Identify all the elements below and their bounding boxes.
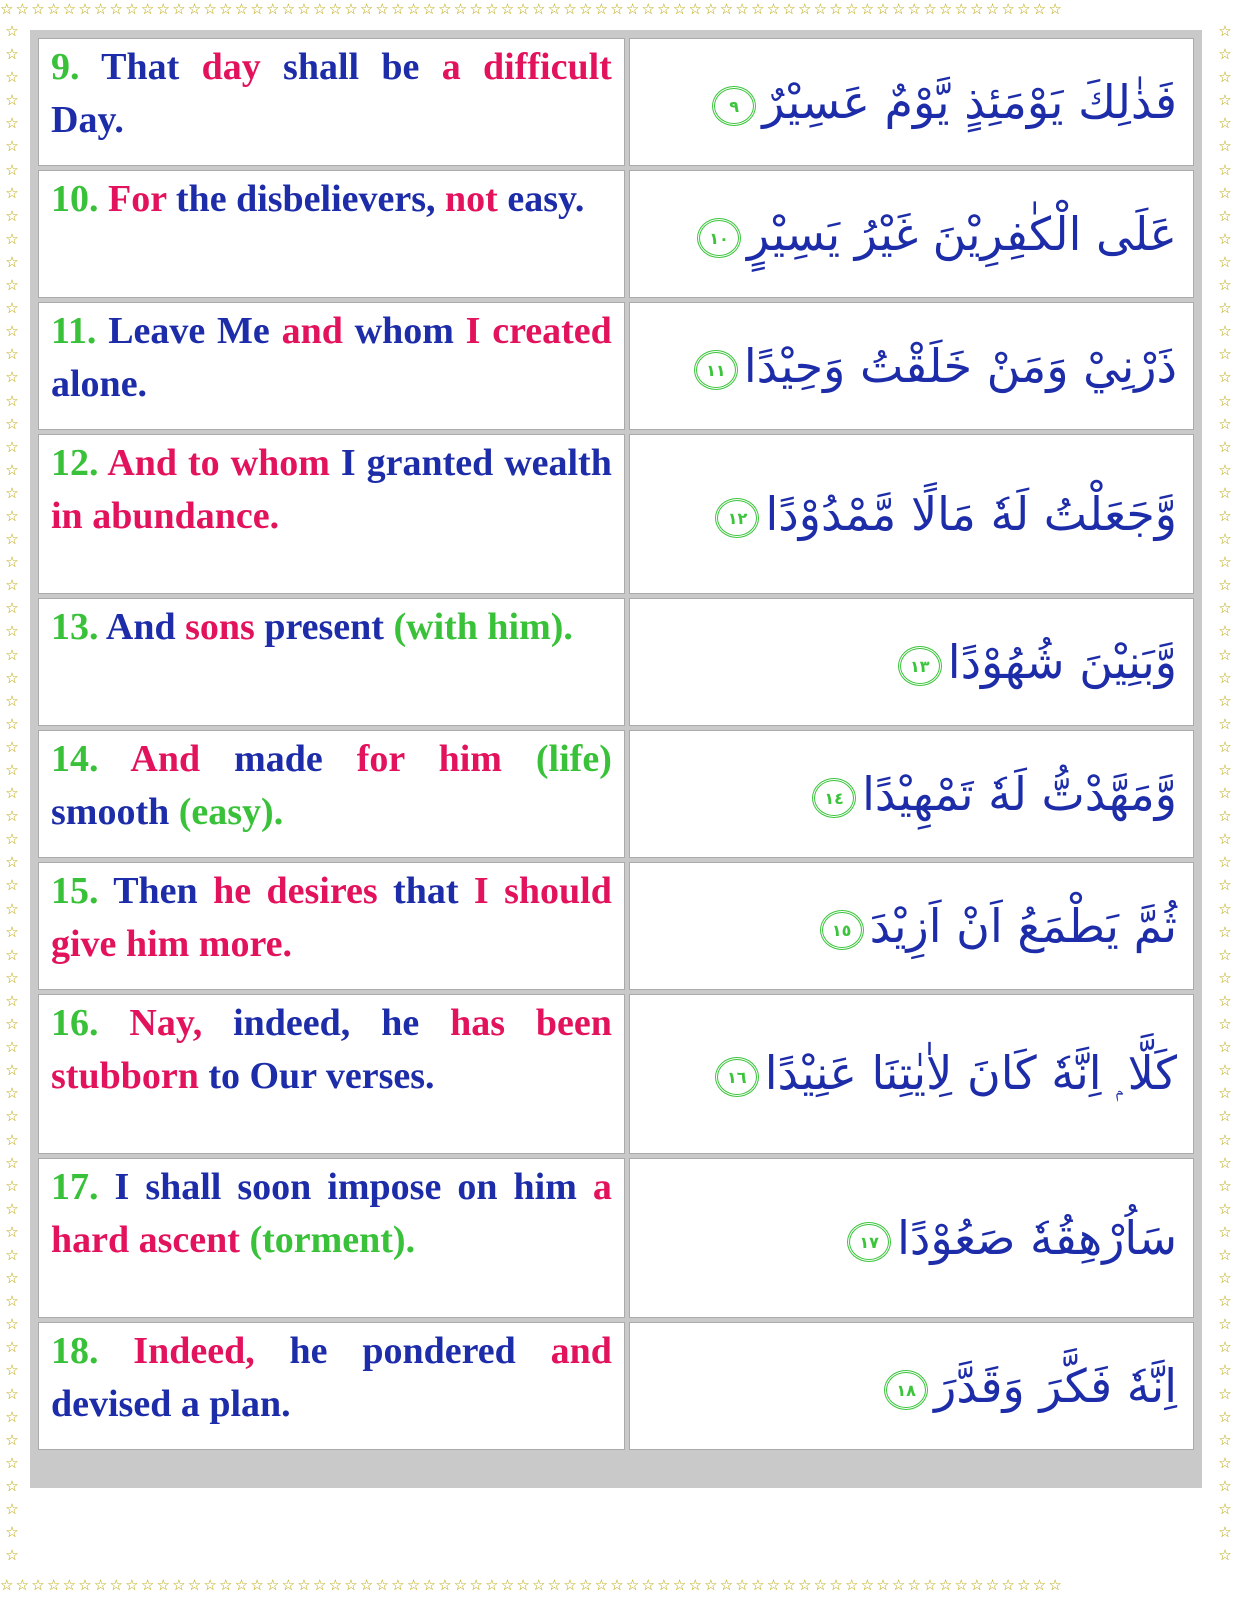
star-icon: ☆ [1218, 1361, 1232, 1380]
translation-word: Indeed, [133, 1330, 255, 1372]
star-icon: ☆ [5, 668, 19, 687]
star-icon: ☆ [1218, 1199, 1232, 1218]
star-icon: ☆ [1218, 1038, 1232, 1057]
translation-word: a [441, 46, 461, 88]
translation-word: I [340, 442, 356, 484]
star-icon: ☆ [1218, 784, 1232, 803]
star-icon: ☆ [1218, 1107, 1232, 1126]
translation-word: (life) [535, 738, 612, 780]
translation-word: give [51, 922, 117, 965]
star-icon: ☆ [5, 1453, 19, 1472]
star-icon: ☆ [5, 1523, 19, 1542]
translation-word: indeed, [233, 1002, 351, 1044]
english-translation [38, 994, 625, 1154]
star-icon: ☆ [5, 1384, 19, 1403]
translation-word: him [438, 738, 502, 780]
translation-word: pondered [362, 1330, 516, 1372]
star-icon: ☆ [1218, 1015, 1232, 1034]
star-icon: ☆ [1218, 229, 1232, 248]
translation-word: a [180, 1382, 200, 1425]
translation-word: abundance. [92, 494, 280, 537]
star-icon: ☆ [5, 553, 19, 572]
translation-word: not [445, 178, 498, 220]
star-icon: ☆ [5, 160, 19, 179]
arabic-verse [629, 862, 1194, 990]
star-icon: ☆ [1218, 252, 1232, 271]
translation-word: That [101, 46, 180, 88]
arabic-verse [629, 598, 1194, 726]
arabic-verse [629, 994, 1194, 1154]
translation-word: ascent [138, 1218, 240, 1261]
english-translation [38, 434, 625, 594]
star-icon: ☆ [1218, 1153, 1232, 1172]
translation-word: For [108, 178, 167, 220]
translation-word: created [492, 310, 612, 352]
translation-word: the [175, 178, 227, 220]
translation-word: Day. [51, 98, 124, 141]
ayah-number-icon: ١٢ [715, 498, 759, 538]
star-icon: ☆ [1218, 922, 1232, 941]
star-icon: ☆ [5, 345, 19, 364]
english-translation [38, 730, 625, 858]
star-icon: ☆ [1218, 1292, 1232, 1311]
star-icon: ☆ [5, 599, 19, 618]
star-icon: ☆ [1218, 991, 1232, 1010]
translation-word: I [473, 870, 489, 912]
star-icon: ☆ [5, 1269, 19, 1288]
english-translation [38, 302, 625, 430]
translation-word: shall [145, 1166, 222, 1208]
ayah-number-icon: ١٤ [812, 778, 856, 818]
star-icon: ☆ [5, 737, 19, 756]
translation-word: stubborn [51, 1054, 199, 1097]
translation-word: soon [237, 1166, 312, 1208]
star-icon: ☆ [5, 299, 19, 318]
translation-word: made [234, 738, 323, 780]
translation-word: whom [230, 442, 330, 484]
star-icon: ☆ [5, 114, 19, 133]
translation-word: to [208, 1054, 240, 1097]
star-icon: ☆ [1218, 968, 1232, 987]
translation-word: And [105, 606, 176, 648]
star-icon: ☆ [1218, 1176, 1232, 1195]
ayah-number-icon: ١٣ [898, 646, 942, 686]
star-icon: ☆ [5, 1500, 19, 1518]
star-icon: ☆ [5, 45, 19, 64]
translation-word: sons [185, 606, 255, 648]
verse-number: 18. [51, 1330, 99, 1372]
star-icon: ☆ [5, 1061, 19, 1080]
star-icon: ☆ [5, 876, 19, 895]
star-icon: ☆ [5, 1153, 19, 1172]
star-icon: ☆ [5, 1130, 19, 1149]
star-border-left [2, 20, 22, 1578]
star-icon: ☆ [5, 1338, 19, 1357]
star-icon: ☆ [1218, 322, 1232, 341]
star-icon: ☆ [1218, 853, 1232, 872]
star-icon: ☆ [1218, 1384, 1232, 1403]
star-icon: ☆ [5, 1292, 19, 1311]
arabic-text: وَّجَعَلْتُ لَهٗ مَالًا مَّمْدُوْدًا [765, 487, 1177, 541]
arabic-verse [629, 1322, 1194, 1450]
translation-word: (with [393, 606, 478, 648]
translation-table [30, 30, 1202, 1488]
verse-row [38, 1158, 1194, 1318]
translation-word: to [188, 442, 220, 484]
star-icon: ☆ [5, 206, 19, 225]
translation-word: and [550, 1330, 612, 1372]
translation-word: (easy). [178, 790, 284, 833]
arabic-verse [629, 170, 1194, 298]
translation-word: a [592, 1166, 612, 1208]
arabic-verse [629, 1158, 1194, 1318]
translation-word: and [281, 310, 343, 352]
translation-word: Me [217, 310, 270, 352]
translation-word: day [201, 46, 261, 88]
star-icon: ☆ [5, 1107, 19, 1126]
star-icon: ☆ [5, 322, 19, 341]
translation-word: him [125, 922, 190, 965]
star-icon: ☆ [1218, 114, 1232, 133]
translation-word: he [213, 870, 252, 912]
star-icon: ☆ [1218, 1453, 1232, 1472]
english-translation [38, 170, 625, 298]
arabic-text: اِنَّهٗ فَكَّرَ وَقَدَّرَ [934, 1359, 1177, 1413]
star-icon: ☆ [5, 1476, 19, 1495]
star-icon: ☆ [5, 368, 19, 387]
star-icon: ☆ [5, 714, 19, 733]
translation-word: him). [487, 606, 573, 648]
arabic-text: وَّمَهَّدْتُّ لَهٗ تَمْهِيْدًا [862, 767, 1177, 821]
translation-word: I [465, 310, 481, 352]
star-icon: ☆ [1218, 691, 1232, 710]
star-icon: ☆ [1218, 368, 1232, 387]
star-border-top: ☆☆☆☆☆☆☆☆☆☆☆☆☆☆☆☆☆☆☆☆☆☆☆☆☆☆☆☆☆☆☆☆☆☆☆☆☆☆☆☆☆☆☆☆☆☆☆☆☆☆☆☆☆☆☆☆☆☆☆☆☆☆☆☆☆☆☆☆ [0, 2, 1065, 18]
verse-number: 17. [51, 1166, 99, 1208]
star-border-bottom: ☆☆☆☆☆☆☆☆☆☆☆☆☆☆☆☆☆☆☆☆☆☆☆☆☆☆☆☆☆☆☆☆☆☆☆☆☆☆☆☆☆☆☆☆☆☆☆☆☆☆☆☆☆☆☆☆☆☆☆☆☆☆☆☆☆☆☆☆ [0, 1578, 1065, 1594]
translation-word: disbelievers, [236, 178, 436, 220]
star-icon: ☆ [1218, 206, 1232, 225]
star-icon: ☆ [5, 761, 19, 779]
star-icon: ☆ [1218, 668, 1232, 687]
star-icon: ☆ [1218, 1130, 1232, 1149]
star-icon: ☆ [5, 1407, 19, 1426]
star-icon: ☆ [5, 1015, 19, 1034]
verse-row [38, 598, 1194, 726]
star-icon: ☆ [5, 622, 19, 641]
star-icon: ☆ [1218, 345, 1232, 364]
translation-word: (torment). [249, 1218, 416, 1261]
translation-word: present [264, 606, 384, 648]
star-icon: ☆ [1218, 530, 1232, 549]
star-icon: ☆ [1218, 599, 1232, 618]
translation-word: Nay, [129, 1002, 203, 1044]
star-icon: ☆ [1218, 645, 1232, 664]
translation-word: on [457, 1166, 498, 1208]
ayah-number-icon: ١٥ [820, 910, 864, 950]
verse-number: 12. [51, 442, 99, 484]
star-icon: ☆ [5, 229, 19, 248]
star-icon: ☆ [1218, 68, 1232, 87]
arabic-text: كَلَّا ۭ اِنَّهٗ كَانَ لِاٰيٰتِنَا عَنِيْدًا [764, 1046, 1177, 1100]
star-icon: ☆ [5, 1222, 19, 1241]
translation-word: whom [354, 310, 454, 352]
star-icon: ☆ [1218, 483, 1232, 502]
translation-word: devised [51, 1382, 172, 1425]
star-icon: ☆ [5, 68, 19, 87]
arabic-text: فَذٰلِكَ يَوْمَئِذٍ يَّوْمٌ عَسِيْرٌ [762, 75, 1177, 129]
star-icon: ☆ [5, 1176, 19, 1195]
star-icon: ☆ [5, 183, 19, 202]
verse-row [38, 170, 1194, 298]
star-icon: ☆ [5, 91, 19, 110]
arabic-verse [629, 434, 1194, 594]
star-icon: ☆ [5, 137, 19, 156]
verse-row [38, 862, 1194, 990]
arabic-text: ثُمَّ يَطْمَعُ اَنْ اَزِيْدَ [869, 899, 1177, 953]
star-icon: ☆ [1218, 714, 1232, 733]
star-icon: ☆ [1218, 22, 1232, 40]
star-icon: ☆ [5, 645, 19, 664]
verse-number: 10. [51, 178, 99, 220]
translation-word: I [114, 1166, 130, 1208]
star-icon: ☆ [1218, 391, 1232, 410]
translation-word: smooth [51, 790, 170, 833]
star-icon: ☆ [1218, 183, 1232, 202]
star-icon: ☆ [5, 968, 19, 987]
translation-word: impose [327, 1166, 442, 1208]
star-icon: ☆ [1218, 91, 1232, 110]
arabic-verse [629, 730, 1194, 858]
star-icon: ☆ [1218, 460, 1232, 479]
translation-word: hard [51, 1218, 130, 1261]
star-icon: ☆ [1218, 437, 1232, 456]
ayah-number-icon: ١٦ [715, 1057, 759, 1097]
table-body [38, 38, 1194, 1450]
star-icon: ☆ [1218, 1430, 1232, 1449]
verse-number: 14. [51, 738, 99, 780]
star-icon: ☆ [1218, 414, 1232, 433]
star-icon: ☆ [5, 784, 19, 803]
star-icon: ☆ [5, 483, 19, 502]
star-icon: ☆ [1218, 622, 1232, 641]
translation-word: And [130, 738, 201, 780]
verse-row [38, 994, 1194, 1154]
star-icon: ☆ [1218, 807, 1232, 826]
english-translation [38, 38, 625, 166]
star-icon: ☆ [5, 506, 19, 525]
star-icon: ☆ [1218, 737, 1232, 756]
star-icon: ☆ [1218, 553, 1232, 572]
arabic-verse [629, 302, 1194, 430]
verse-row [38, 434, 1194, 594]
star-icon: ☆ [5, 530, 19, 549]
star-icon: ☆ [5, 945, 19, 964]
star-icon: ☆ [5, 1361, 19, 1380]
translation-word: be [381, 46, 420, 88]
star-icon: ☆ [1218, 1245, 1232, 1264]
star-icon: ☆ [5, 1315, 19, 1334]
star-icon: ☆ [5, 830, 19, 849]
ayah-number-icon: ١٨ [884, 1370, 928, 1410]
arabic-text: وَّبَنِيْنَ شُهُوْدًا [947, 635, 1177, 689]
star-icon: ☆ [5, 1084, 19, 1103]
star-icon: ☆ [1218, 506, 1232, 525]
star-icon: ☆ [5, 252, 19, 271]
star-border-right [1215, 20, 1235, 1578]
verse-row [38, 730, 1194, 858]
star-icon: ☆ [5, 1038, 19, 1057]
star-icon: ☆ [1218, 1315, 1232, 1334]
english-translation [38, 1322, 625, 1450]
translation-word: verses. [325, 1054, 435, 1097]
star-icon: ☆ [5, 1430, 19, 1449]
star-icon: ☆ [5, 576, 19, 595]
verse-number: 9. [51, 46, 80, 88]
translation-word: wealth [504, 442, 612, 484]
arabic-text: ذَرْنِيْ وَمَنْ خَلَقْتُ وَحِيْدًا [743, 339, 1177, 393]
english-translation [38, 862, 625, 990]
star-icon: ☆ [5, 991, 19, 1010]
star-icon: ☆ [5, 437, 19, 456]
star-icon: ☆ [5, 22, 19, 40]
translation-word: he [381, 1002, 420, 1044]
star-icon: ☆ [5, 807, 19, 826]
star-icon: ☆ [1218, 876, 1232, 895]
star-icon: ☆ [1218, 1061, 1232, 1080]
star-icon: ☆ [5, 1546, 19, 1565]
star-icon: ☆ [5, 276, 19, 295]
translation-word: he [289, 1330, 328, 1372]
ayah-number-icon: ١١ [694, 350, 738, 390]
star-icon: ☆ [5, 1245, 19, 1264]
translation-word: difficult [483, 46, 612, 88]
star-icon: ☆ [1218, 160, 1232, 179]
translation-word: desires [266, 870, 378, 912]
star-icon: ☆ [1218, 45, 1232, 64]
star-icon: ☆ [1218, 1523, 1232, 1542]
verse-number: 11. [51, 310, 97, 352]
star-icon: ☆ [1218, 1500, 1232, 1518]
star-icon: ☆ [1218, 945, 1232, 964]
translation-word: that [393, 870, 459, 912]
verse-row [38, 38, 1194, 166]
english-translation [38, 1158, 625, 1318]
arabic-verse [629, 38, 1194, 166]
star-icon: ☆ [1218, 1084, 1232, 1103]
star-icon: ☆ [1218, 1222, 1232, 1241]
star-icon: ☆ [5, 460, 19, 479]
translation-word: granted [366, 442, 494, 484]
star-icon: ☆ [5, 691, 19, 710]
verse-row [38, 1322, 1194, 1450]
translation-word: easy. [507, 178, 585, 220]
star-icon: ☆ [5, 853, 19, 872]
ayah-number-icon: ١٧ [847, 1222, 891, 1262]
verse-number: 13. [51, 606, 99, 648]
star-icon: ☆ [5, 1199, 19, 1218]
star-icon: ☆ [5, 391, 19, 410]
star-icon: ☆ [1218, 1546, 1232, 1565]
star-icon: ☆ [1218, 1476, 1232, 1495]
star-icon: ☆ [1218, 830, 1232, 849]
translation-word: alone. [51, 362, 148, 405]
translation-word: And [107, 442, 178, 484]
star-icon: ☆ [1218, 1407, 1232, 1426]
star-icon: ☆ [1218, 299, 1232, 318]
star-icon: ☆ [1218, 761, 1232, 779]
translation-word: Leave [108, 310, 206, 352]
translation-word: more. [198, 922, 292, 965]
translation-word: plan. [209, 1382, 291, 1425]
translation-word: shall [283, 46, 360, 88]
star-icon: ☆ [1218, 137, 1232, 156]
star-icon: ☆ [5, 414, 19, 433]
star-icon: ☆ [1218, 899, 1232, 918]
star-icon: ☆ [1218, 1338, 1232, 1357]
translation-word: been [535, 1002, 612, 1044]
star-icon: ☆ [1218, 276, 1232, 295]
star-icon: ☆ [5, 922, 19, 941]
translation-word: has [450, 1002, 505, 1044]
ayah-number-icon: ٩ [712, 86, 756, 126]
star-icon: ☆ [5, 899, 19, 918]
verse-number: 15. [51, 870, 99, 912]
english-translation [38, 598, 625, 726]
verse-row [38, 302, 1194, 430]
translation-word: Our [249, 1054, 317, 1097]
translation-word: should [504, 870, 612, 912]
translation-word: for [356, 738, 405, 780]
translation-word: Then [113, 870, 198, 912]
ayah-number-icon: ١٠ [697, 218, 741, 258]
translation-word: in [51, 494, 83, 537]
arabic-text: سَاُرْهِقُهٗ صَعُوْدًا [897, 1211, 1177, 1265]
star-icon: ☆ [1218, 1269, 1232, 1288]
verse-number: 16. [51, 1002, 99, 1044]
star-icon: ☆ [1218, 576, 1232, 595]
translation-word: him [513, 1166, 577, 1208]
arabic-text: عَلَى الْكٰفِرِيْنَ غَيْرُ يَسِيْرٍ [747, 207, 1177, 261]
